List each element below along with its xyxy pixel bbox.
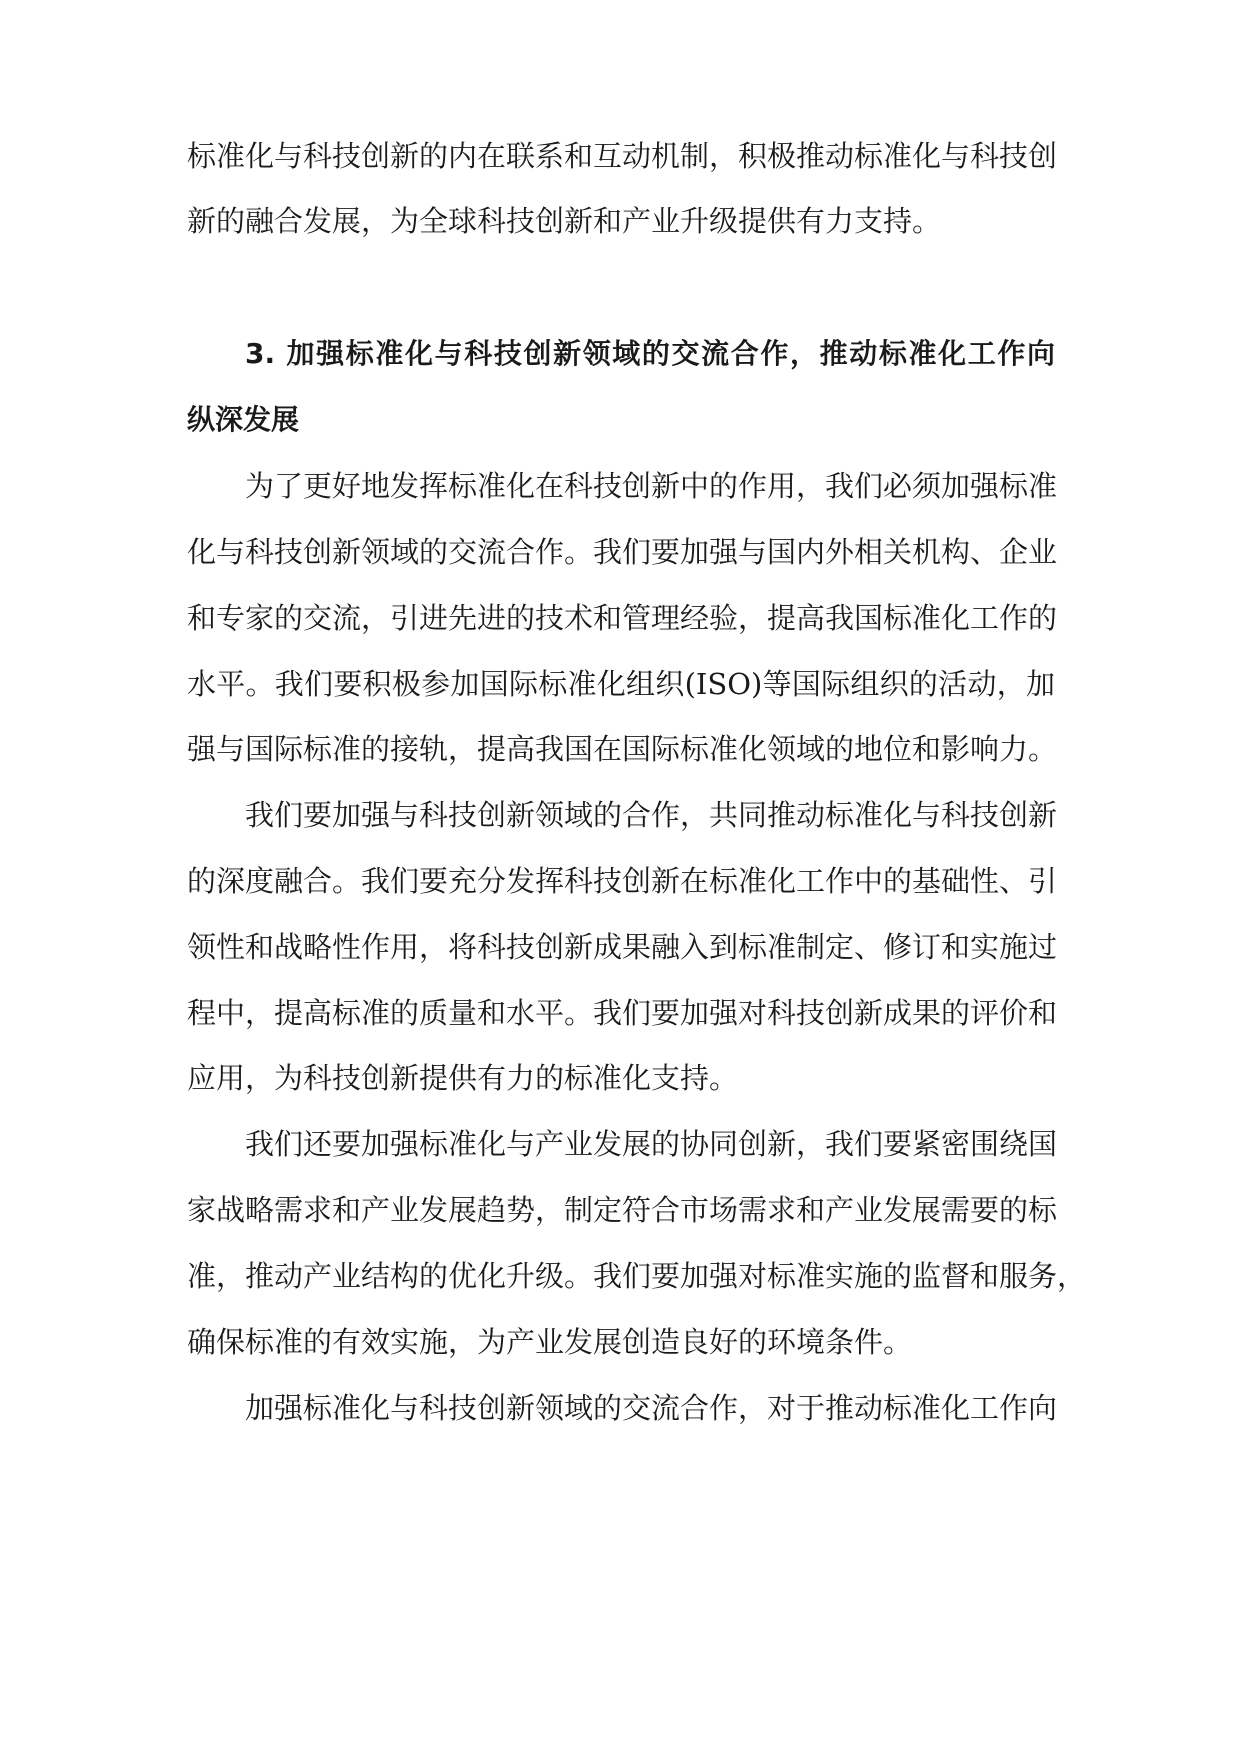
section-heading: 纵深发展: [187, 403, 300, 436]
paragraph-line: 的深度融合。我们要充分发挥科技创新在标准化工作中的基础性、引: [187, 864, 1058, 898]
paragraph-line: 标准化与科技创新的内在联系和互动机制，积极推动标准化与科技创: [187, 139, 1058, 173]
paragraph-line: 我们要加强与科技创新领域的合作，共同推动标准化与科技创新: [245, 798, 1058, 832]
paragraph-line: 准，推动产业结构的优化升级。我们要加强对标准实施的监督和服务，: [187, 1259, 1087, 1293]
paragraph-line: 应用，为科技创新提供有力的标准化支持。: [187, 1061, 739, 1095]
paragraph-line: 化与科技创新领域的交流合作。我们要加强与国内外相关机构、企业: [187, 535, 1058, 569]
paragraph-line: 强与国际标准的接轨，提高我国在国际标准化领域的地位和影响力。: [187, 732, 1058, 766]
paragraph-line: 水平。我们要积极参加国际标准化组织(ISO)等国际组织的活动，加: [187, 667, 1055, 701]
section-heading: 3. 加强标准化与科技创新领域的交流合作，推动标准化工作向: [245, 337, 1055, 370]
paragraph-line: 加强标准化与科技创新领域的交流合作，对于推动标准化工作向: [245, 1391, 1058, 1425]
paragraph-line: 和专家的交流，引进先进的技术和管理经验，提高我国标准化工作的: [187, 601, 1058, 635]
paragraph-line: 领性和战略性作用，将科技创新成果融入到标准制定、修订和实施过: [187, 930, 1058, 964]
paragraph-line: 程中，提高标准的质量和水平。我们要加强对科技创新成果的评价和: [187, 996, 1058, 1030]
paragraph-line: 确保标准的有效实施，为产业发展创造良好的环境条件。: [187, 1325, 913, 1359]
paragraph-line: 我们还要加强标准化与产业发展的协同创新，我们要紧密围绕国: [245, 1127, 1058, 1161]
paragraph-line: 新的融合发展，为全球科技创新和产业升级提供有力支持。: [187, 204, 942, 238]
paragraph-line: 为了更好地发挥标准化在科技创新中的作用，我们必须加强标准: [245, 469, 1058, 503]
paragraph-line: 家战略需求和产业发展趋势，制定符合市场需求和产业发展需要的标: [187, 1193, 1058, 1227]
